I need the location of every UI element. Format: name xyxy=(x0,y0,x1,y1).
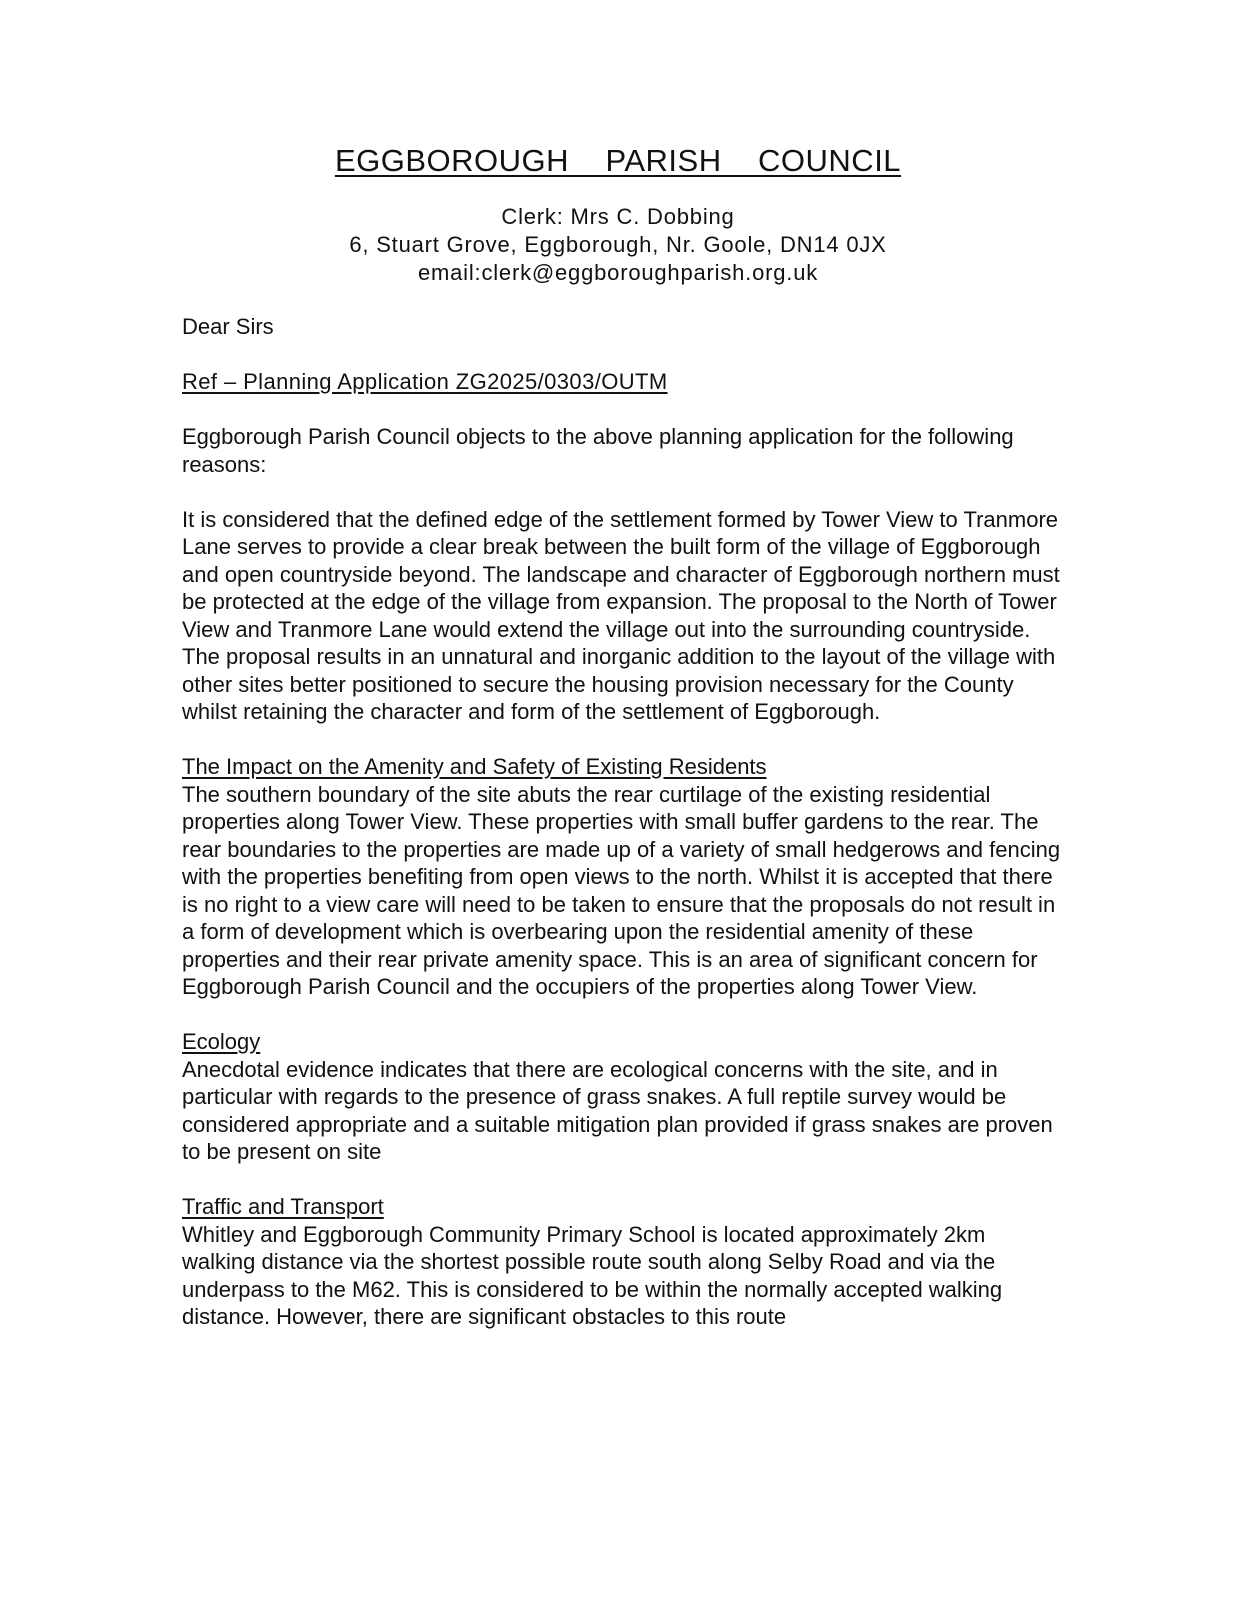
settlement-edge-paragraph: It is considered that the defined edge of the settlement formed by Tower View to Tranmore Lane serves to provide a clear break between the built form of the village of Eggborough and open countryside beyond. The landscape and character of Eggborough northern must be protected at the edge of the village from expansion. The proposal to the North of Tower View and Tranmore Lane would extend the village out into the surrounding countryside. The proposal results in an unnatural and inorganic addition to the layout of the village with other sites better positioned to secure the housing provision necessary for the County whilst retaining the character and form of the settlement of Eggborough. xyxy=(182,506,1060,724)
section-heading-traffic: Traffic and Transport xyxy=(182,1194,384,1219)
salutation: Dear Sirs xyxy=(182,314,274,339)
section-heading-amenity: The Impact on the Amenity and Safety of Existing Residents xyxy=(182,754,767,779)
section-text-ecology: Anecdotal evidence indicates that there are ecological concerns with the site, and in particular with regards to the presence of grass snakes. A full reptile survey would be considered appropriate and a suitable mitigation plan provided if grass snakes are proven to be present on site xyxy=(182,1056,1053,1164)
clerk-email: email:clerk@eggboroughparish.org.uk xyxy=(417,260,819,285)
reference-line: Ref – Planning Application ZG2025/0303/OUTM xyxy=(182,369,668,394)
clerk-name: Clerk: Mrs C. Dobbing xyxy=(501,204,735,229)
letterhead xyxy=(0,143,1236,287)
section-text-traffic: Whitley and Eggborough Community Primary School is located approximately 2km walking distance via the shortest possible route south along Selby Road and via the underpass to the M62. This is considered to be within the normally accepted walking distance. However, there are significant obstacles to this route xyxy=(182,1221,1003,1329)
section-text-amenity: The southern boundary of the site abuts the rear curtilage of the existing residential properties along Tower View. These properties with small buffer gardens to the rear. The rear boundaries to the properties are made up of a variety of small hedgerows and fencing with the properties benefiting from open views to the north. Whilst it is accepted that there is no right to a view care will need to be taken to ensure that the proposals do not result in a form of development which is overbearing upon the residential amenity of these properties and their rear private amenity space. This is an area of significant concern for Eggborough Parish Council and the occupiers of the properties along Tower View. xyxy=(182,781,1061,999)
intro-paragraph: Eggborough Parish Council objects to the above planning application for the following reasons: xyxy=(182,424,1014,477)
clerk-address: 6, Stuart Grove, Eggborough, Nr. Goole, DN14 0JX xyxy=(349,232,887,257)
contact-block xyxy=(0,203,1236,287)
section-heading-ecology: Ecology xyxy=(182,1029,261,1054)
letter-body xyxy=(182,313,1062,1331)
council-title: EGGBOROUGH PARISH COUNCIL xyxy=(334,143,902,178)
